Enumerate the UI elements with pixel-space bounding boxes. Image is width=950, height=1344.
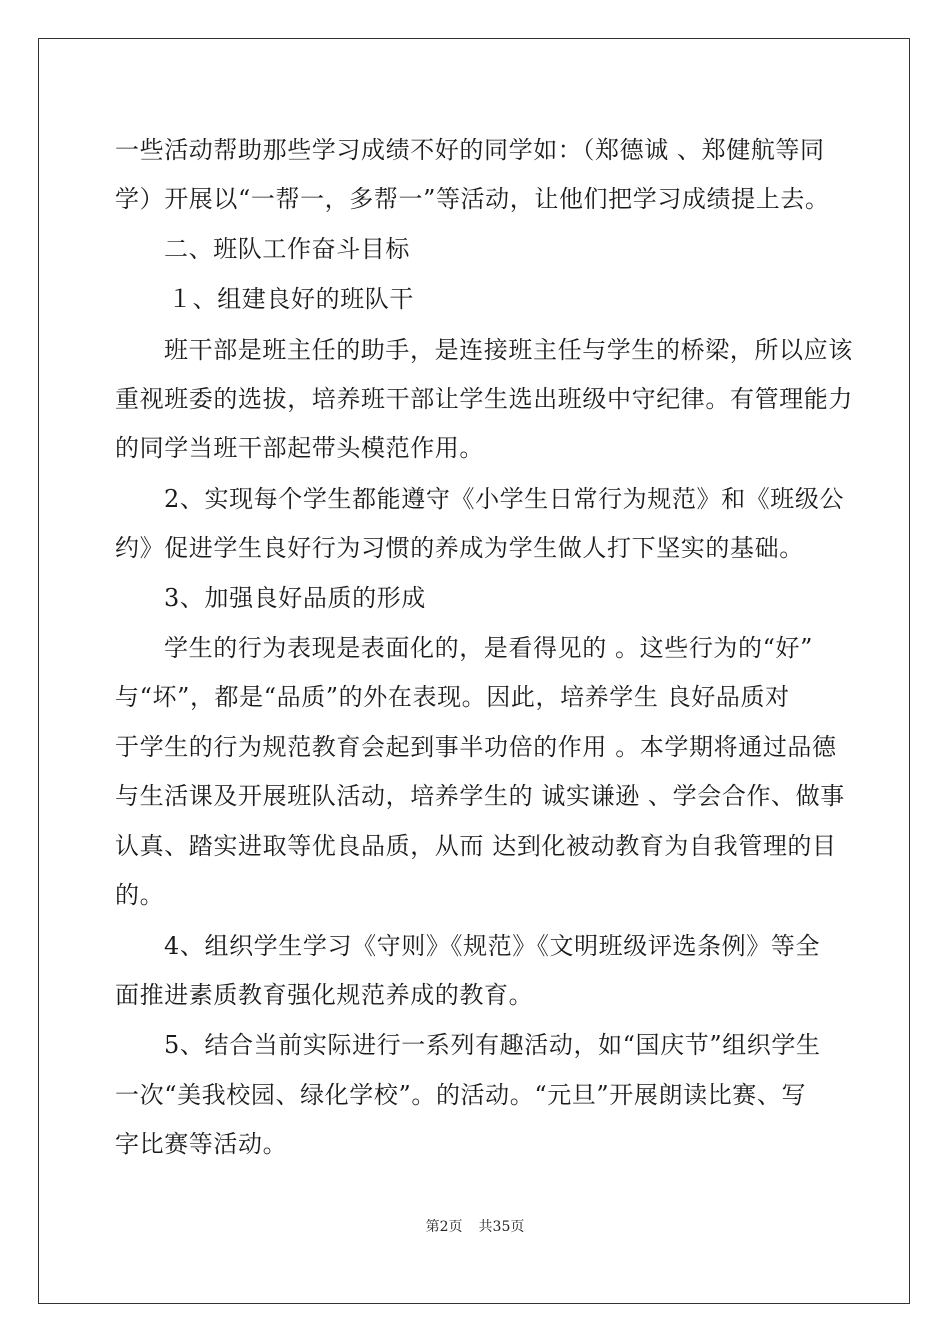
paragraph-line: 的。 — [115, 881, 165, 909]
paragraph-line: 学）开展以“一帮一，多帮一”等活动，让他们把学习成绩提上去。 — [115, 185, 830, 213]
subsection-heading: 3、加强良好品质的形成 — [164, 584, 426, 612]
paragraph-line: 认真、踏实进取等优良品质，从而 达到化被动教育为自我管理的目 — [115, 832, 837, 860]
paragraph-line: 与生活课及开展班队活动，培养学生的 诚实谦逊 、学会合作、做事 — [115, 782, 845, 810]
page-number: 第2页 — [425, 1219, 463, 1235]
paragraph-line: 于学生的行为规范教育会起到事半功倍的作用 。本学期将通过品德 — [115, 733, 837, 761]
paragraph-line: 面推进素质教育强化规范养成的教育。 — [115, 981, 534, 1009]
page-border — [38, 38, 910, 1304]
paragraph-line: 4、组织学生学习《守则》《规范》《文明班级评选条例》等全 — [164, 932, 821, 960]
paragraph-line: 字比赛等活动。 — [115, 1130, 288, 1158]
paragraph-line: 的同学当班干部起带头模范作用。 — [115, 434, 484, 462]
paragraph-line: 学生的行为表现是表面化的，是看得见的 。这些行为的“好” — [164, 634, 813, 662]
paragraph-line: 班干部是班主任的助手，是连接班主任与学生的桥梁，所以应该 — [164, 336, 853, 364]
subsection-heading: １、组建良好的班队干 — [168, 285, 414, 313]
page-footer — [0, 1218, 950, 1236]
paragraph-line: 重视班委的选拔，培养班干部让学生选出班级中守纪律。有管理能力 — [115, 385, 853, 413]
paragraph-line: 2、实现每个学生都能遵守《小学生日常行为规范》和《班级公 — [164, 485, 845, 513]
paragraph-line: 5、结合当前实际进行一系列有趣活动，如“国庆节”组织学生 — [164, 1031, 821, 1059]
paragraph-line: 一次“美我校园、绿化学校”。的活动。“元旦”开展朗读比赛、写 — [115, 1081, 807, 1109]
paragraph-line: 一些活动帮助那些学习成绩不好的同学如：（郑德诚 、郑健航等同 — [115, 136, 825, 164]
page-total: 共35页 — [478, 1219, 525, 1235]
section-heading: 二、班队工作奋斗目标 — [164, 235, 410, 263]
paragraph-line: 与“坏”，都是“品质”的外在表现。因此，培养学生 良好品质对 — [115, 683, 790, 711]
paragraph-line: 约》促进学生良好行为习惯的养成为学生做人打下坚实的基础。 — [115, 534, 804, 562]
